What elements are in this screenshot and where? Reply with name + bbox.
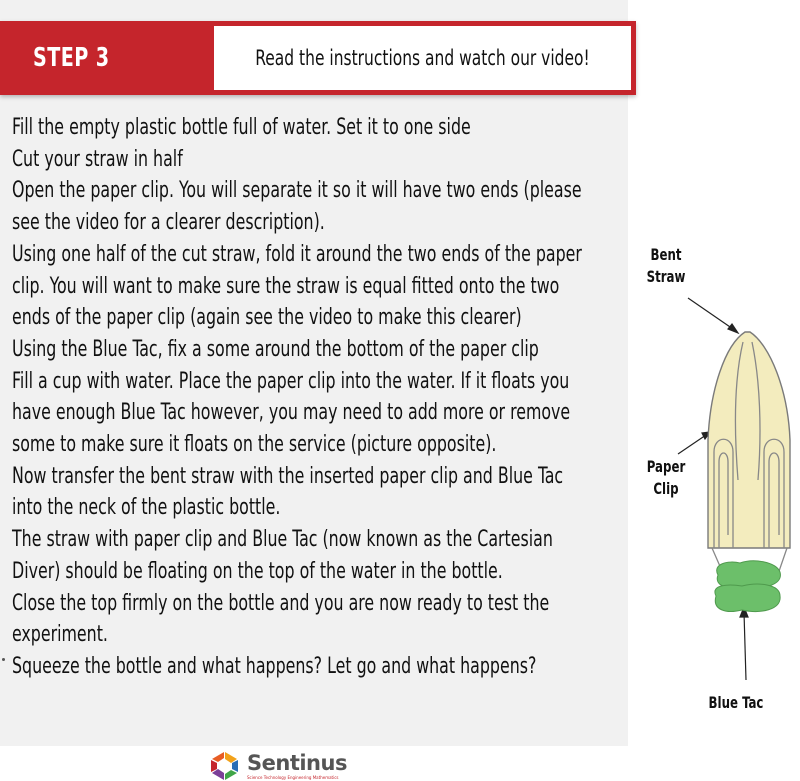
instruction-line: Open the paper clip. You will separate it so it will have two ends (please	[12, 178, 582, 204]
instruction-line: experiment.	[12, 622, 108, 648]
instruction-line: some to make sure it floats on the service (picture opposite).	[12, 432, 497, 458]
label-paper-clip: Paper Clip	[646, 457, 686, 498]
instruction-line: into the neck of the plastic bottle.	[12, 495, 281, 521]
step-title: STEP 3	[33, 43, 110, 73]
sentinus-logo	[205, 749, 405, 780]
instruction-line: Fill a cup with water. Place the paper clip into the water. If it floats you	[12, 368, 570, 394]
instruction-line: The straw with paper clip and Blue Tac (now known as the Cartesian	[12, 527, 553, 553]
instruction-line: Close the top firmly on the bottle and you are now ready to test the	[12, 590, 550, 616]
instruction-line: Using one half of the cut straw, fold it around the two ends of the paper	[12, 241, 582, 267]
sentinus-logo-icon	[207, 751, 243, 781]
logo-text: Sentinus	[247, 751, 347, 775]
instruction-line: see the video for a clearer description).	[12, 210, 325, 236]
bullet-dot	[2, 658, 5, 661]
blue-tac-bottom	[715, 584, 780, 611]
label-bent: Bent Straw	[646, 245, 686, 286]
instruction-line: Using the Blue Tac, fix a some around the bottom of the paper clip	[12, 336, 539, 362]
label-blue-tac: Blue Tac	[708, 693, 764, 712]
blue-tac-top	[717, 561, 781, 588]
logo-tagline: Science Technology Engineering Mathematics	[247, 775, 339, 780]
instruction-line: Now transfer the bent straw with the inserted paper clip and Blue Tac	[12, 463, 564, 489]
instruction-line: ends of the paper clip (again see the video to make this clearer)	[12, 305, 522, 331]
instruction-line: clip. You will want to make sure the straw is equal fitted onto the two	[12, 273, 560, 299]
instruction-line: have enough Blue Tac however, you may need to add more or remove	[12, 400, 571, 426]
diver-illustration	[630, 230, 800, 690]
instruction-line: Fill the empty plastic bottle full of water. Set it to one side	[12, 115, 471, 140]
instruction-line: Squeeze the bottle and what happens? Let go and what happens?	[12, 653, 537, 679]
header-subtitle: Read the instructions and watch our video!	[255, 46, 590, 70]
instruction-list	[12, 112, 604, 683]
instruction-line: Cut your straw in half	[12, 146, 183, 172]
header-subtitle-box	[214, 26, 631, 90]
instruction-line: Diver) should be floating on the top of the water in the bottle.	[12, 558, 503, 584]
